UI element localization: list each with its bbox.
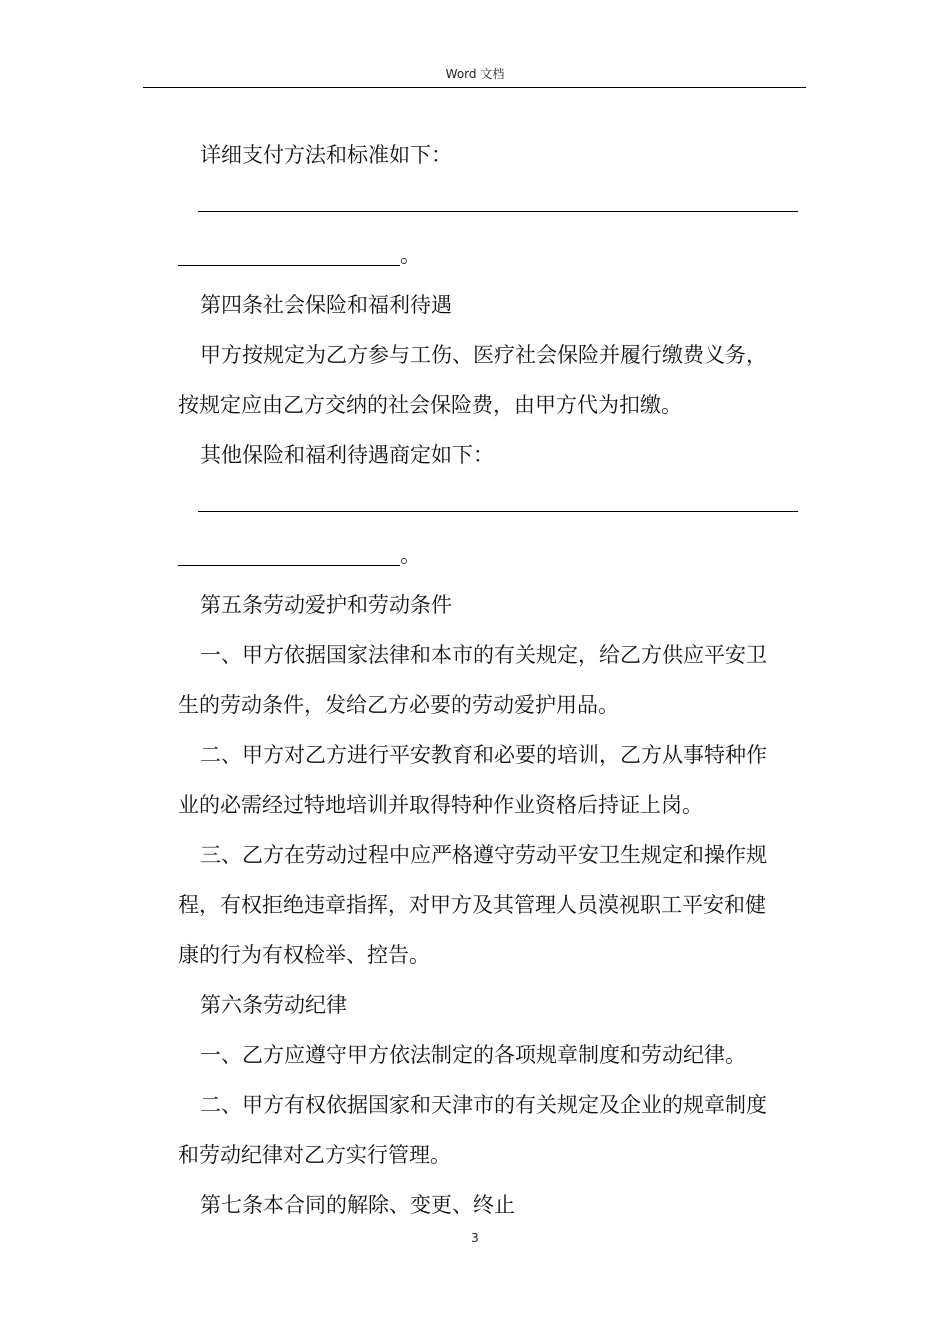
article-5-item-1-cont: 生的劳动条件，发给乙方必要的劳动爱护用品。 [178, 693, 619, 717]
article-5-item-2-cont: 业的必需经过特地培训并取得特种作业资格后持证上岗。 [178, 793, 703, 817]
fill-in-blank-end [178, 230, 802, 280]
article-4-other-benefits: 其他保险和福利待遇商定如下： [200, 443, 494, 467]
article-6-item-2: 二、甲方有权依据国家和天津市的有关规定及企业的规章制度 [200, 1093, 767, 1117]
blank-rule [198, 211, 798, 212]
article-6-title: 第六条劳动纪律 [200, 993, 347, 1017]
article-6-item-1: 一、乙方应遵守甲方依法制定的各项规章制度和劳动纪律。 [200, 1043, 746, 1067]
blank-end-mark: 。 [400, 243, 421, 267]
article-5-item-2: 二、甲方对乙方进行平安教育和必要的培训，乙方从事特种作 [200, 743, 767, 767]
article-4-paragraph: 甲方按规定为乙方参与工伤、医疗社会保险并履行缴费义务， [200, 343, 767, 367]
article-5-item-3-end: 康的行为有权检举、控告。 [178, 943, 430, 967]
article-5-title: 第五条劳动爱护和劳动条件 [200, 593, 452, 617]
page-header: Word 文档 [445, 67, 505, 81]
blank-rule [198, 511, 798, 512]
article-4-title: 第四条社会保险和福利待遇 [200, 293, 452, 317]
blank-rule [178, 565, 400, 566]
article-4-paragraph-cont: 按规定应由乙方交纳的社会保险费，由甲方代为扣缴。 [178, 393, 682, 417]
article-5-item-3: 三、乙方在劳动过程中应严格遵守劳动平安卫生规定和操作规 [200, 843, 767, 867]
header-divider [143, 87, 806, 88]
fill-in-blank-line [178, 480, 802, 530]
blank-end-mark: 。 [400, 543, 421, 567]
blank-rule [178, 265, 400, 266]
article-5-item-3-cont: 程，有权拒绝违章指挥，对甲方及其管理人员漠视职工平安和健 [178, 893, 766, 917]
article-5-item-1: 一、甲方依据国家法律和本市的有关规定，给乙方供应平安卫 [200, 643, 767, 667]
payment-intro: 详细支付方法和标准如下： [200, 143, 452, 167]
fill-in-blank-line [178, 180, 802, 230]
article-7-title: 第七条本合同的解除、变更、终止 [200, 1193, 515, 1217]
page-number: 3 [471, 1231, 479, 1245]
document-body [178, 130, 802, 1230]
article-6-item-2-cont: 和劳动纪律对乙方实行管理。 [178, 1143, 451, 1167]
fill-in-blank-end [178, 530, 802, 580]
